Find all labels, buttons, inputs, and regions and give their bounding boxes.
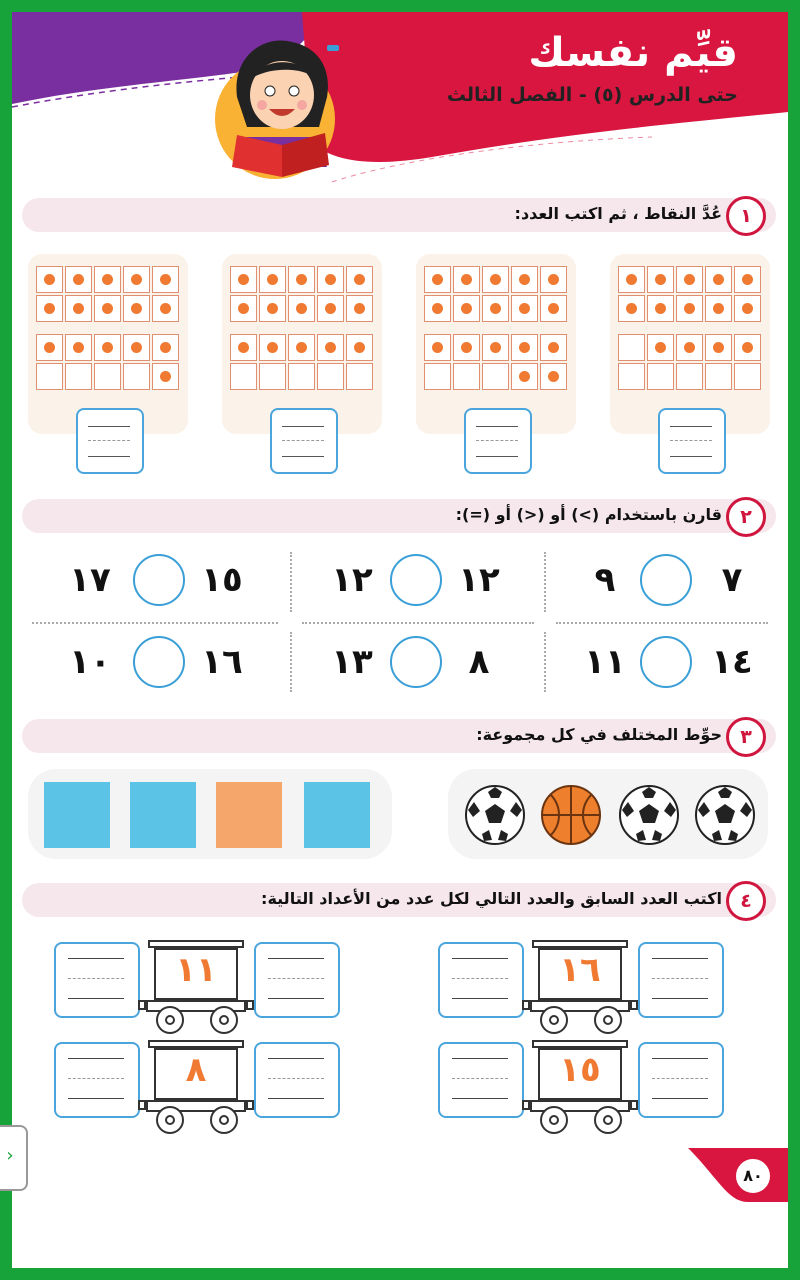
- counting-dot: [548, 342, 559, 353]
- frame-cell: [65, 266, 92, 293]
- wagon-number: ١١: [175, 950, 217, 990]
- frame-cell: [453, 334, 480, 361]
- ten-frame: [424, 334, 569, 392]
- counting-dot: [296, 303, 307, 314]
- answer-box[interactable]: [638, 942, 724, 1018]
- counting-dot: [325, 274, 336, 285]
- ten-frame: [230, 266, 375, 324]
- ten-frame: [424, 266, 569, 324]
- counting-dot: [102, 303, 113, 314]
- frame-cell: [705, 334, 732, 361]
- train-wagon: [526, 1040, 636, 1140]
- frame-cell: [259, 295, 286, 322]
- counting-dot: [102, 274, 113, 285]
- counting-dot: [296, 274, 307, 285]
- section2-header: [22, 499, 776, 533]
- counting-dot: [296, 342, 307, 353]
- frame-cell: [230, 266, 257, 293]
- ten-frame: [36, 334, 181, 392]
- counting-dot: [655, 342, 666, 353]
- frame-cell: [482, 295, 509, 322]
- frame-cell: [453, 295, 480, 322]
- frame-cell: [65, 363, 92, 390]
- counting-dot: [713, 274, 724, 285]
- frame-cell: [453, 363, 480, 390]
- counting-dot: [160, 342, 171, 353]
- compare-answer-circle[interactable]: [640, 636, 692, 688]
- frame-cell: [94, 363, 121, 390]
- frame-cell: [36, 266, 63, 293]
- frame-cell: [734, 266, 761, 293]
- blue-square[interactable]: [44, 782, 110, 848]
- counting-dot: [131, 303, 142, 314]
- counting-dot: [490, 274, 501, 285]
- blue-square[interactable]: [304, 782, 370, 848]
- compare-number: ١٥: [201, 560, 243, 600]
- counting-dot: [354, 274, 365, 285]
- compare-answer-circle[interactable]: [133, 636, 185, 688]
- counting-dot: [44, 274, 55, 285]
- answer-box[interactable]: [76, 408, 144, 474]
- frame-cell: [647, 363, 674, 390]
- counting-dot: [548, 303, 559, 314]
- page-title: قيِّم نفسك: [528, 30, 738, 76]
- chevron-right-icon: ›: [6, 1145, 14, 1166]
- frame-cell: [540, 363, 567, 390]
- soccer-ball-icon[interactable]: [464, 784, 526, 846]
- frame-cell: [152, 266, 179, 293]
- answer-box[interactable]: [270, 408, 338, 474]
- compare-number: ١٣: [331, 642, 373, 682]
- counting-dot: [490, 303, 501, 314]
- divider: [32, 622, 278, 624]
- counting-dot: [238, 303, 249, 314]
- frame-cell: [511, 266, 538, 293]
- frame-cell: [94, 266, 121, 293]
- ten-frame: [618, 266, 763, 324]
- compare-number: ٩: [594, 560, 616, 600]
- frame-cell: [259, 363, 286, 390]
- section-number: ٢: [726, 497, 766, 537]
- frame-cell: [123, 266, 150, 293]
- section-number: ١: [726, 196, 766, 236]
- counting-dot: [684, 274, 695, 285]
- counting-dot: [742, 274, 753, 285]
- frame-cell: [676, 295, 703, 322]
- divider: [290, 632, 292, 692]
- divider: [302, 622, 534, 624]
- counting-dot: [626, 303, 637, 314]
- compare-number: ١٠: [69, 642, 111, 682]
- frame-cell: [540, 334, 567, 361]
- frame-cell: [540, 295, 567, 322]
- counting-dot: [325, 303, 336, 314]
- compare-number: ١٢: [331, 560, 373, 600]
- counting-dot: [490, 342, 501, 353]
- section-instruction: حوِّط المختلف في كل مجموعة:: [476, 725, 722, 744]
- frame-cell: [676, 334, 703, 361]
- divider: [556, 622, 768, 624]
- counting-dot: [44, 303, 55, 314]
- wagon-number: ٨: [185, 1050, 207, 1090]
- frame-cell: [152, 295, 179, 322]
- compare-answer-circle[interactable]: [390, 554, 442, 606]
- compare-answer-circle[interactable]: [133, 554, 185, 606]
- frame-cell: [288, 266, 315, 293]
- frame-cell: [618, 295, 645, 322]
- wagon-number: ١٥: [559, 1050, 601, 1090]
- frame-cell: [65, 334, 92, 361]
- frame-cell: [65, 295, 92, 322]
- counting-dot: [742, 342, 753, 353]
- frame-cell: [346, 334, 373, 361]
- frame-cell: [424, 334, 451, 361]
- answer-box[interactable]: [254, 1042, 340, 1118]
- compare-number: ٨: [468, 642, 490, 682]
- counting-dot: [548, 274, 559, 285]
- frame-cell: [36, 334, 63, 361]
- basketball-icon[interactable]: [540, 784, 602, 846]
- counting-dot: [131, 274, 142, 285]
- divider: [544, 552, 546, 612]
- frame-cell: [482, 363, 509, 390]
- frame-cell: [259, 266, 286, 293]
- compare-answer-circle[interactable]: [640, 554, 692, 606]
- train-wagon: [526, 940, 636, 1040]
- frame-cell: [259, 334, 286, 361]
- counting-dot: [713, 342, 724, 353]
- frame-cell: [230, 334, 257, 361]
- counting-dot: [519, 274, 530, 285]
- divider: [544, 632, 546, 692]
- frame-cell: [734, 363, 761, 390]
- frame-cell: [346, 266, 373, 293]
- counting-dot: [684, 342, 695, 353]
- section4-header: [22, 883, 776, 917]
- wagon-number: ١٦: [559, 950, 601, 990]
- compare-number: ٧: [721, 560, 743, 600]
- counting-dot: [655, 303, 666, 314]
- frame-cell: [647, 266, 674, 293]
- counting-dot: [160, 371, 171, 382]
- counting-dot: [131, 342, 142, 353]
- counting-dot: [267, 274, 278, 285]
- frame-cell: [705, 295, 732, 322]
- frame-cell: [511, 295, 538, 322]
- counting-dot: [461, 274, 472, 285]
- compare-number: ١٧: [69, 560, 111, 600]
- counting-dot: [354, 342, 365, 353]
- frame-cell: [288, 334, 315, 361]
- counting-dot: [519, 342, 530, 353]
- frame-cell: [424, 295, 451, 322]
- ten-frame: [618, 334, 763, 392]
- counting-dot: [102, 342, 113, 353]
- counting-dot: [267, 303, 278, 314]
- section3-header: [22, 719, 776, 753]
- frame-cell: [424, 266, 451, 293]
- worksheet-page: [6, 12, 788, 1268]
- frame-cell: [94, 295, 121, 322]
- frame-cell: [734, 334, 761, 361]
- blue-square[interactable]: [130, 782, 196, 848]
- counting-dot: [655, 274, 666, 285]
- answer-box[interactable]: [638, 1042, 724, 1118]
- section-instruction: عُدَّ النقاط ، ثم اكتب العدد:: [514, 204, 722, 223]
- counting-dot: [461, 342, 472, 353]
- train-wagon: [142, 1040, 252, 1140]
- section-number: ٣: [726, 717, 766, 757]
- ten-frame: [36, 266, 181, 324]
- frame-cell: [317, 363, 344, 390]
- answer-box[interactable]: [254, 942, 340, 1018]
- answer-box[interactable]: [438, 1042, 524, 1118]
- counting-dot: [432, 303, 443, 314]
- frame-cell: [123, 334, 150, 361]
- compare-number: ١٦: [201, 642, 243, 682]
- section1-header: [22, 198, 776, 232]
- section-instruction: قارن باستخدام (>) أو (<) أو (=):: [455, 505, 722, 524]
- frame-cell: [705, 363, 732, 390]
- frame-cell: [618, 266, 645, 293]
- frame-cell: [230, 363, 257, 390]
- frame-cell: [123, 295, 150, 322]
- page-subtitle: حتى الدرس (٥) - الفصل الثالث: [446, 84, 738, 106]
- counting-dot: [432, 342, 443, 353]
- page-number: ٨٠: [734, 1157, 772, 1195]
- frame-cell: [676, 363, 703, 390]
- frame-cell: [346, 295, 373, 322]
- section-instruction: اكتب العدد السابق والعدد التالي لكل عدد من الأعداد التالية:: [261, 889, 722, 908]
- frame-cell: [540, 266, 567, 293]
- compare-answer-circle[interactable]: [390, 636, 442, 688]
- counting-dot: [160, 274, 171, 285]
- frame-cell: [123, 363, 150, 390]
- frame-cell: [734, 295, 761, 322]
- counting-dot: [325, 342, 336, 353]
- frame-cell: [511, 363, 538, 390]
- frame-cell: [152, 334, 179, 361]
- counting-dot: [44, 342, 55, 353]
- counting-dot: [742, 303, 753, 314]
- answer-box[interactable]: [438, 942, 524, 1018]
- frame-cell: [94, 334, 121, 361]
- frame-cell: [676, 266, 703, 293]
- counting-dot: [73, 342, 84, 353]
- section-number: ٤: [726, 881, 766, 921]
- frame-cell: [618, 334, 645, 361]
- answer-box[interactable]: [464, 408, 532, 474]
- frame-cell: [647, 334, 674, 361]
- frame-cell: [647, 295, 674, 322]
- frame-cell: [36, 363, 63, 390]
- counting-dot: [519, 303, 530, 314]
- side-tab[interactable]: [0, 1125, 28, 1191]
- train-wagon: [142, 940, 252, 1040]
- answer-box[interactable]: [54, 942, 140, 1018]
- counting-dot: [432, 274, 443, 285]
- frame-cell: [36, 295, 63, 322]
- counting-dot: [73, 274, 84, 285]
- answer-box[interactable]: [54, 1042, 140, 1118]
- frame-cell: [511, 334, 538, 361]
- orange-square[interactable]: [216, 782, 282, 848]
- counting-dot: [684, 303, 695, 314]
- answer-box[interactable]: [658, 408, 726, 474]
- divider: [290, 552, 292, 612]
- counting-dot: [519, 371, 530, 382]
- ten-frame: [230, 334, 375, 392]
- frame-cell: [705, 266, 732, 293]
- counting-dot: [238, 274, 249, 285]
- frame-cell: [482, 334, 509, 361]
- frame-cell: [482, 266, 509, 293]
- soccer-ball-icon[interactable]: [618, 784, 680, 846]
- counting-dot: [73, 303, 84, 314]
- frame-cell: [424, 363, 451, 390]
- frame-cell: [288, 295, 315, 322]
- frame-cell: [346, 363, 373, 390]
- girl-reading-illustration: [207, 27, 357, 187]
- frame-cell: [288, 363, 315, 390]
- compare-number: ١٤: [711, 642, 753, 682]
- counting-dot: [267, 342, 278, 353]
- counting-dot: [713, 303, 724, 314]
- frame-cell: [152, 363, 179, 390]
- soccer-ball-icon[interactable]: [694, 784, 756, 846]
- frame-cell: [317, 295, 344, 322]
- compare-number: ١١: [584, 642, 626, 682]
- counting-dot: [160, 303, 171, 314]
- frame-cell: [230, 295, 257, 322]
- counting-dot: [354, 303, 365, 314]
- counting-dot: [626, 274, 637, 285]
- frame-cell: [453, 266, 480, 293]
- frame-cell: [618, 363, 645, 390]
- compare-number: ١٢: [458, 560, 500, 600]
- counting-dot: [461, 303, 472, 314]
- frame-cell: [317, 266, 344, 293]
- frame-cell: [317, 334, 344, 361]
- counting-dot: [548, 371, 559, 382]
- counting-dot: [238, 342, 249, 353]
